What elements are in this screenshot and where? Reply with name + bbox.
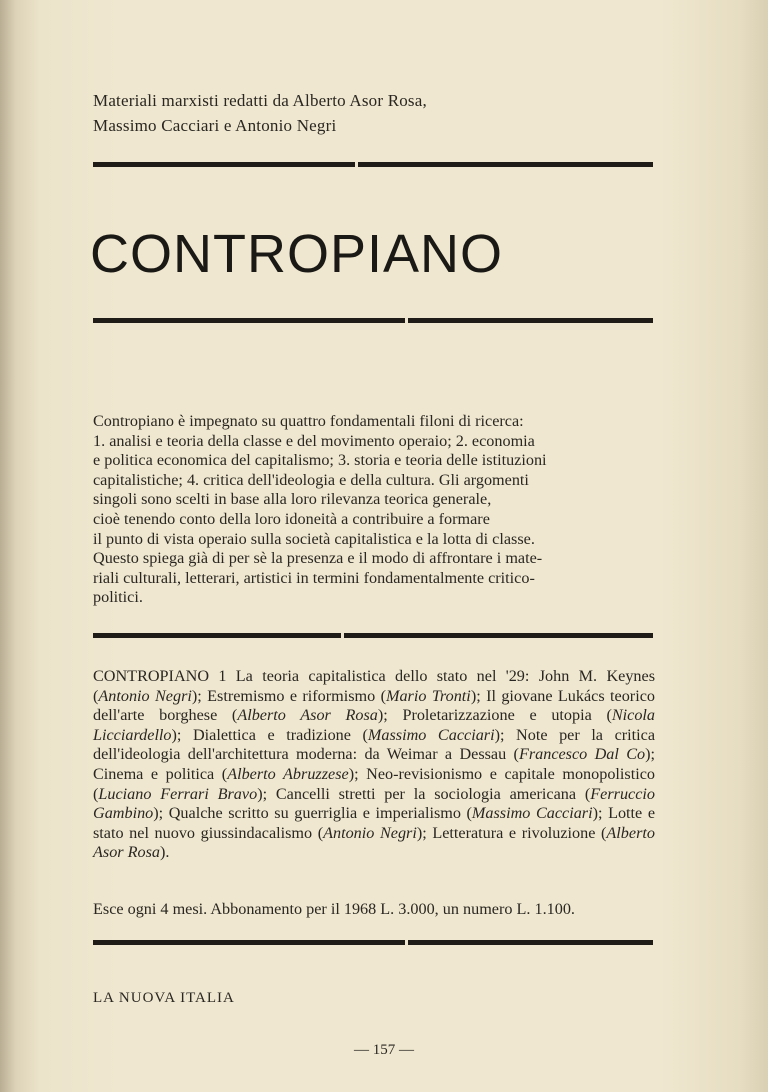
author-name: Mario Tronti bbox=[385, 686, 471, 705]
publisher-name: LA NUOVA ITALIA bbox=[93, 990, 235, 1006]
description-line: Questo spiega già di per sè la presenza e il modo di affrontare i mate- bbox=[93, 549, 543, 568]
description-line: cioè tenendo conto della loro idoneità a contribuire a formare bbox=[93, 509, 490, 528]
author-name: Alberto Asor Rosa bbox=[93, 823, 655, 862]
author-name: Luciano Ferrari Bravo bbox=[98, 784, 258, 803]
contents-text: CONTROPIANO 1 La teoria capitalistica dello stato nel '29: John M. Keynes ( bbox=[93, 667, 655, 705]
description-line: 1. analisi e teoria della classe e del movimento operaio; 2. economia bbox=[93, 431, 535, 450]
issue-contents-paragraph bbox=[93, 667, 655, 863]
contents-text: ); Proletarizzazione e utopia ( bbox=[377, 706, 612, 725]
description-line: riali culturali, letterari, artistici in termini fondamentalmente critico- bbox=[93, 568, 535, 587]
contents-text: ); Il giovane Lukács teorico dell'arte borghese ( bbox=[93, 686, 655, 725]
editors-line-1: Materiali marxisti redatti da Alberto Asor Rosa, bbox=[93, 91, 427, 110]
description-line: capitalistiche; 4. critica dell'ideologia e della cultura. Gli argomenti bbox=[93, 470, 529, 489]
contents-text: ); Estremismo e riformismo ( bbox=[191, 686, 386, 705]
author-name: Alberto Abruzzese bbox=[227, 764, 349, 783]
rule-below-title bbox=[93, 318, 653, 323]
contents-text: ); Note per la critica dell'ideologia dell'architettura moderna: da Weimar a Dessau ( bbox=[93, 725, 656, 764]
author-name: Antonio Negri bbox=[323, 823, 417, 842]
description-line: politici. bbox=[93, 588, 143, 607]
contents-text: ); Neo-revisionismo e capitale monopolistico ( bbox=[93, 764, 655, 803]
magazine-title: CONTROPIANO bbox=[90, 224, 504, 284]
rule-top bbox=[93, 162, 653, 167]
subscription-info: Esce ogni 4 mesi. Abbonamento per il 1968 L. 3.000, un numero L. 1.100. bbox=[93, 900, 575, 918]
page-number: — 157 — bbox=[354, 1042, 414, 1058]
author-name: Massimo Cacciari bbox=[367, 725, 495, 744]
contents-text: ); Cinema e politica ( bbox=[93, 745, 655, 783]
description-line: Contropiano è impegnato su quattro fondamentali filoni di ricerca: bbox=[93, 412, 524, 430]
author-name: Nicola Licciardello bbox=[93, 706, 656, 744]
author-name: Massimo Cacciari bbox=[471, 804, 593, 823]
rule-middle bbox=[93, 633, 653, 638]
author-name: Antonio Negri bbox=[98, 686, 192, 705]
contents-text: ); Letteratura e rivoluzione ( bbox=[416, 823, 607, 842]
contents-text: ); Lotte e stato nel nuovo giussindacalismo ( bbox=[93, 804, 656, 842]
description-paragraph bbox=[93, 412, 655, 608]
description-line: il punto di vista operaio sulla società capitalistica e la lotta di classe. bbox=[93, 529, 535, 548]
author-name: Francesco Dal Co bbox=[518, 745, 646, 764]
author-name: Alberto Asor Rosa bbox=[237, 706, 378, 725]
description-line: e politica economica del capitalismo; 3. storia e teoria delle istituzioni bbox=[93, 451, 547, 470]
rule-bottom bbox=[93, 940, 653, 945]
contents-text: ); Cancelli stretti per la sociologia americana ( bbox=[257, 784, 591, 803]
editors-header bbox=[93, 90, 655, 137]
contents-text: ). bbox=[160, 843, 170, 862]
contents-text: ); Qualche scritto su guerriglia e imperialismo ( bbox=[153, 804, 472, 823]
description-line: singoli sono scelti in base alla loro rilevanza teorica generale, bbox=[93, 490, 492, 509]
author-name: Ferruccio Gambino bbox=[93, 784, 656, 823]
contents-text: ); Dialettica e tradizione ( bbox=[171, 725, 368, 744]
editors-line-2: Massimo Cacciari e Antonio Negri bbox=[93, 116, 337, 135]
